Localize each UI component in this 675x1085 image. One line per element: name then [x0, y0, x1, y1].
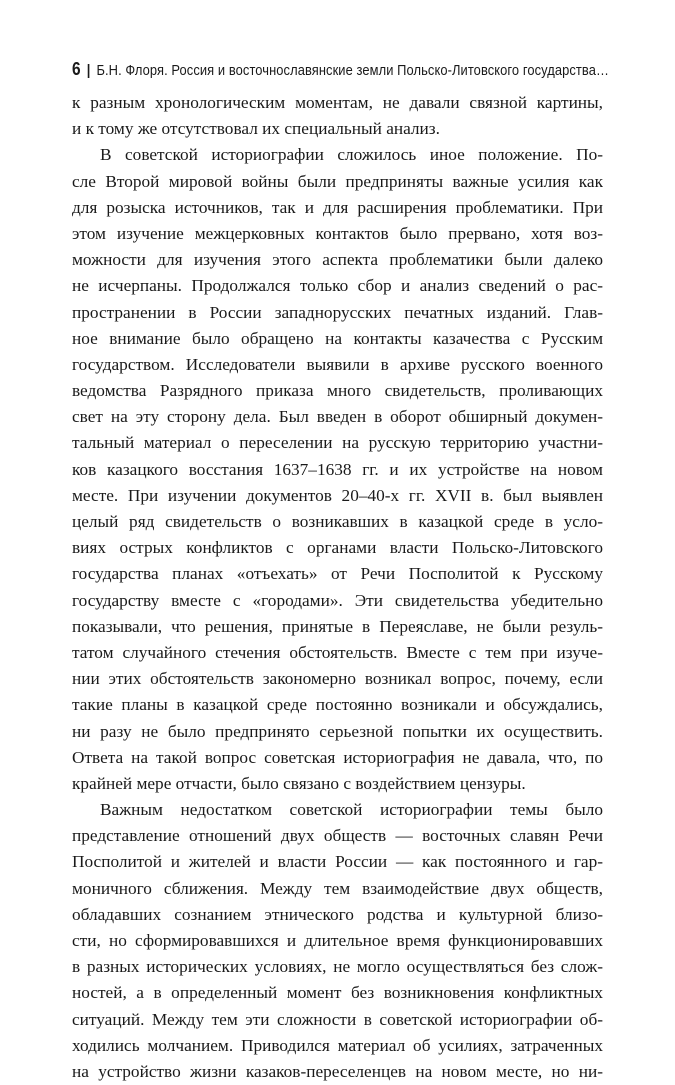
text-line: государству вместе с «городами». Эти свидетельства убедительно — [72, 590, 603, 610]
text-line: для розыска источников, так и для расширения проблематики. При — [72, 197, 603, 217]
text-line: представление отношений двух обществ — восточных славян Речи — [72, 826, 603, 846]
paragraph-first-line: Важным недостатком советской историографии темы было — [100, 800, 603, 820]
text-line: ностей, а в определенный момент без возникновения конфликтных — [72, 983, 603, 1003]
text-line: татом случайного стечения обстоятельств. Вместе с тем при изуче- — [72, 642, 603, 662]
text-line: к разным хронологическим моментам, не давали связной картины, — [72, 93, 603, 112]
text-line: ходились молчанием. Приводился материал об усилиях, затраченных — [72, 1035, 603, 1055]
text-line: ведомства Разрядного приказа много свидетельств, проливающих — [72, 381, 603, 401]
text-line: ни разу не было предпринято серьезной попытки их осуществить. — [72, 721, 603, 741]
text-line: месте. При изучении документов 20–40-х гг. XVII в. был выявлен — [72, 485, 603, 505]
text-line: на устройство жизни казаков-переселенцев на новом месте, но ни- — [72, 1061, 603, 1081]
text-line: виях острых конфликтов с органами власти Польско-Литовского — [72, 538, 603, 558]
text-line: пространении в России западнорусских печатных изданий. Глав- — [72, 302, 603, 322]
text-line: государством. Исследователи выявили в архиве русского военного — [72, 354, 603, 374]
paragraph-first-line: В советской историографии сложилось иное положение. По- — [100, 145, 603, 165]
text-line: моничного сближения. Между тем взаимодействие двух обществ, — [72, 878, 603, 898]
text-line: свет на эту сторону дела. Был введен в оборот обширный докумен- — [72, 407, 603, 427]
text-line: и к тому же отсутствовал их специальный анализ. — [72, 119, 440, 139]
text-line: не исчерпаны. Продолжался только сбор и анализ сведений о рас- — [72, 276, 603, 296]
text-line: можности для изучения этого аспекта проблематики были далеко — [72, 250, 603, 270]
text-line: Ответа на такой вопрос советская историография не давала, что, по — [72, 747, 603, 767]
header-separator: | — [86, 62, 91, 79]
text-line: показывали, что решения, принятые в Переяславе, не были резуль- — [72, 616, 603, 636]
text-line: такие планы в казацкой среде постоянно возникали и обсуждались, — [72, 695, 603, 715]
text-line: тальный материал о переселении на русскую территорию участни- — [72, 433, 603, 453]
text-line: ное внимание было обращено на контакты казачества с Русским — [72, 328, 603, 348]
page-number: 6 — [72, 59, 81, 79]
text-line: сле Второй мировой войны были предприняты важные усилия как — [72, 171, 603, 191]
running-header — [72, 56, 609, 82]
body-text — [72, 90, 603, 1085]
text-line: целый ряд свидетельств о возникавших в казацкой среде в усло- — [72, 512, 603, 531]
text-line: крайней мере отчасти, было связано с воздействием цензуры. — [72, 773, 526, 793]
text-line: ков казацкого восстания 1637–1638 гг. и их устройстве на новом — [72, 459, 603, 479]
text-line: ситуаций. Между тем эти сложности в советской историографии об- — [72, 1009, 603, 1029]
text-line: в разных исторических условиях, не могло осуществляться без слож- — [72, 957, 603, 977]
running-title: Б.Н. Флоря. Россия и восточнославянские земли Польско-Литовского государства… — [96, 62, 609, 79]
text-line: Посполитой и жителей и власти России — как постоянного и гар- — [72, 852, 603, 872]
text-line: обладавших сознанием этнического родства и культурной близо- — [72, 904, 603, 924]
text-line: сти, но сформировавшихся и длительное время функционировавших — [72, 931, 603, 950]
text-line: нии этих обстоятельств закономерно возникал вопрос, почему, если — [72, 669, 603, 689]
text-line: государства планах «отъехать» от Речи Посполитой к Русскому — [72, 564, 603, 584]
text-line: этом изучение межцерковных контактов было прервано, хотя воз- — [72, 223, 603, 243]
